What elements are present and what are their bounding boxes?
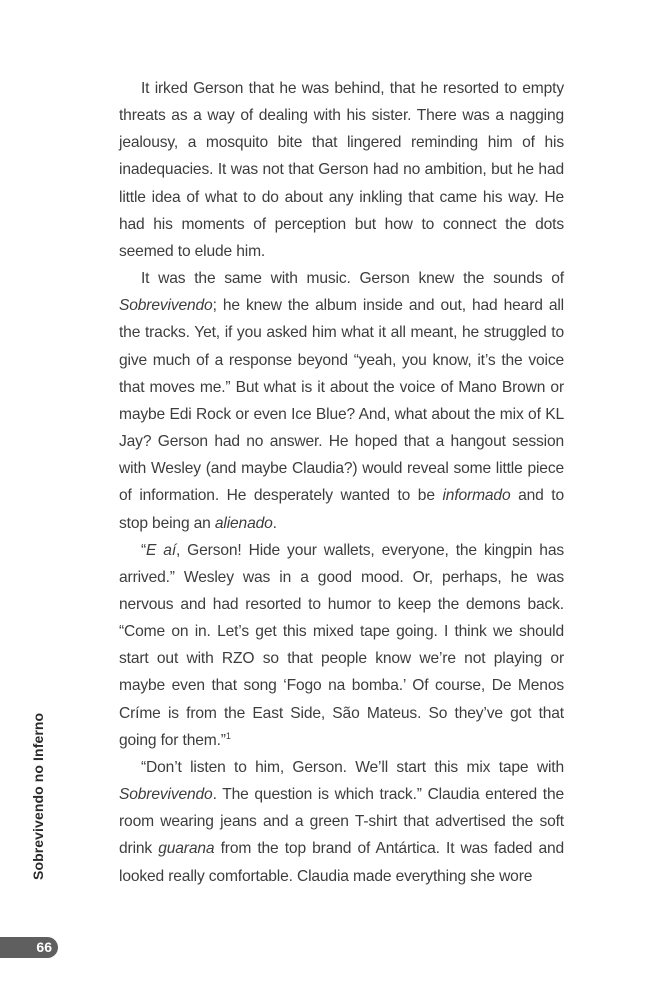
text-run: and to stop being an [119,487,565,532]
text-run: from the top brand of Antártica. It was faded and looked really comfortable. Claudia made everything she wore [119,840,565,885]
paragraph [119,537,564,754]
running-head: Sobrevivendo no Inferno [30,712,46,880]
italic-text: Sobrevivendo [119,786,213,804]
text-run: ; he knew the album inside and out, had heard all the tracks. Yet, if you asked him what it all meant, he struggled to give much of a response beyond “yeah, you know, it’s the voice that moves me.” But what is it about the voice of Mano Brown or maybe Edi Rock or even Ice Blue? And, what about the mix of KL Jay? Gerson had no answer. He hoped that a hangout session with Wesley (and maybe Claudia?) would reveal some little piece of information. He desperately wanted to be [119,297,564,505]
text-run: , Gerson! Hide your wallets, everyone, the kingpin has arrived.” Wesley was in a good mood. Or, perhaps, he was nervous and had resorted to humor to keep the demons back. “Come on in. Let’s get this mixed tape going. I think we should start out with RZO so that people know we’re not playing or maybe even that song ‘Fogo na bomba.’ Of course, De Menos Críme is from the East Side, São Mateus. So they’ve got that going for them.” [119,541,564,749]
paragraph [119,265,564,537]
italic-text: guarana [158,840,215,858]
page-number: 66 [36,939,52,955]
paragraph [119,75,564,265]
italic-text: informado [442,487,511,505]
page-number-tab [0,937,58,958]
paragraph [119,754,564,890]
footnote-marker: 1 [225,730,231,741]
italic-text: Sobrevivendo [119,297,213,315]
italic-text: alienado [214,514,273,532]
body-text [119,75,564,890]
text-run: It irked Gerson that he was behind, that he resorted to empty threats as a way of dealing with his sister. There was a nagging jealousy, a mosquito bite that lingered reminding him of his inadequacies. It was not that Gerson had no ambition, but he had little idea of what to do about any inkling that came his way. He had his moments of perception but how to connect the dots seemed to elude him. [119,80,564,260]
text-run: “Don’t listen to him, Gerson. We’ll start this mix tape with [141,758,564,776]
text-run: . [272,514,277,532]
text-run: . The question is which track.” Claudia entered the room wearing jeans and a green T-shirt that advertised the soft drink [119,786,564,858]
italic-text: E aí [146,541,176,559]
text-run: “ [141,541,147,559]
text-run: It was the same with music. Gerson knew the sounds of [141,270,564,288]
